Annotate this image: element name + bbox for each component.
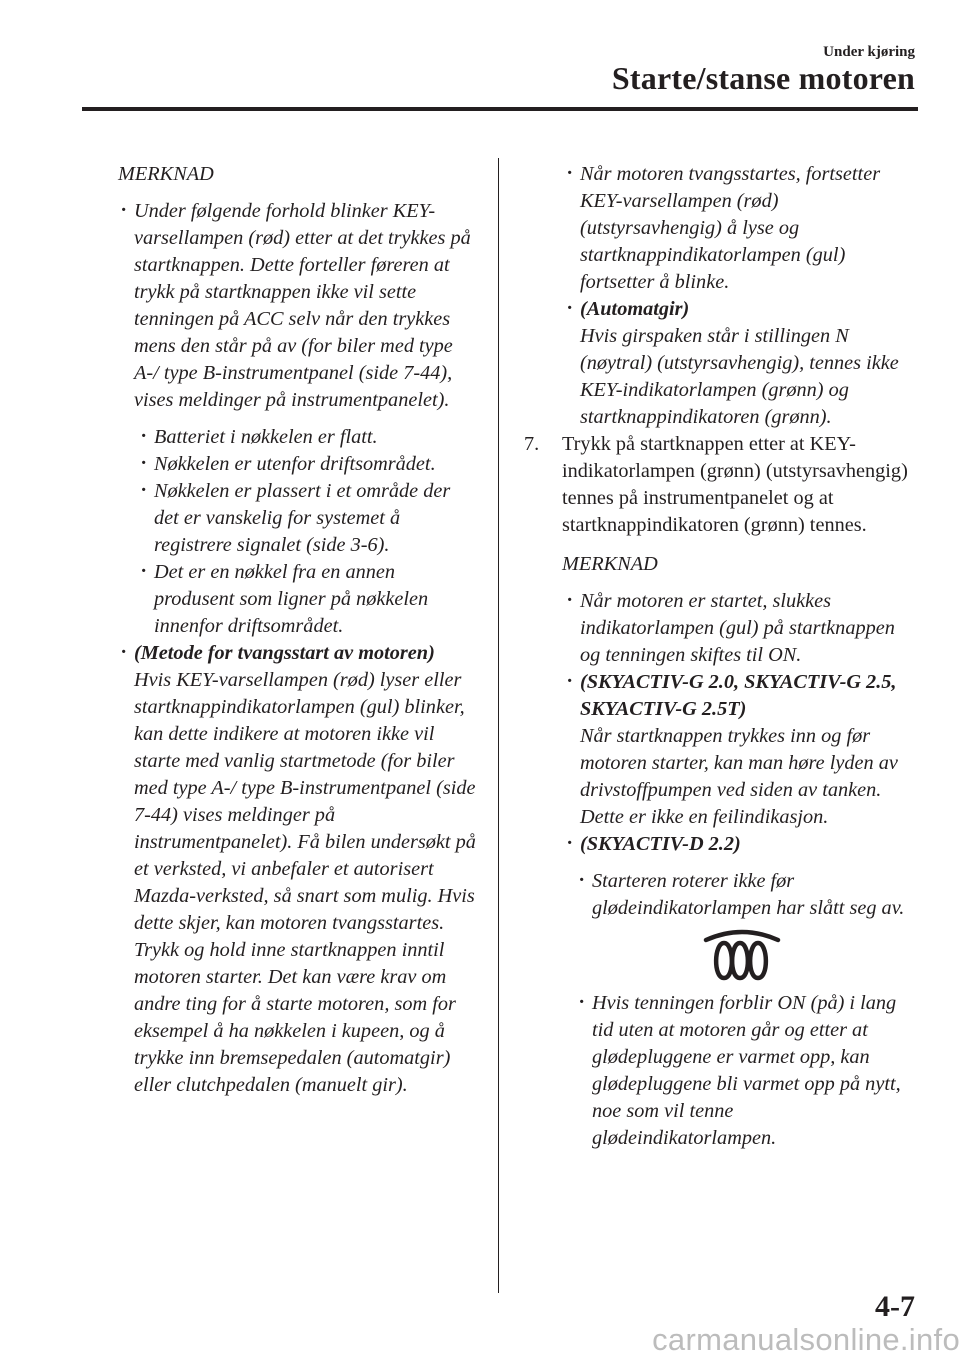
automatic-text: Hvis girspaken står i stillingen N (nøytral) (utstyrsavhengig), tennes ikke KEY-indikatorlampen (grønn) og startknappindikatoren (grønn). <box>580 325 899 428</box>
note-bullet-started: · Når motoren er startet, slukkes indikatorlampen (gul) på startknappen og tenningen skiftes til ON. <box>580 588 918 669</box>
column-divider <box>498 158 499 1293</box>
sub-bullet-signal: · Nøkkelen er plassert i et område der det er vanskelig for systemet å registrere signalet (side 3-6). <box>154 478 477 559</box>
step-number: 7. <box>524 433 540 455</box>
page-title: Starte/stanse motoren <box>611 60 915 96</box>
watermark: carmanualsonline.info <box>652 1322 960 1357</box>
step-7 <box>524 431 918 539</box>
forced-start-title: · (Metode for tvangsstart av motoren) <box>134 640 477 667</box>
glow-plug-icon <box>702 926 782 982</box>
skyactiv-g-text: Når startknappen trykkes inn og før motoren starter, kan man høre lyden av drivstoffpumpen ved siden av tanken. Dette er ikke en feilindikasjon. <box>580 725 898 828</box>
sub-bullet-out-of-range: · Nøkkelen er utenfor driftsområdet. <box>154 451 477 478</box>
step-text: Trykk på startknappen etter at KEY-indikatorlampen (grønn) (utstyrsavhengig) tennes på instrumentpanelet og at startknappindikatoren (grønn) tennes. <box>562 433 908 536</box>
right-column <box>518 161 918 1152</box>
sub-bullet-starter: · Starteren roterer ikke før glødeindikatorlampen har slått seg av. <box>592 868 918 922</box>
automatic-title: · (Automatgir) <box>580 296 918 323</box>
header-rule <box>82 107 918 111</box>
skyactiv-g-title: · (SKYACTIV-G 2.0, SKYACTIV-G 2.5, SKYACTIV-G 2.5T) <box>580 669 918 723</box>
note-title-2: MERKNAD <box>562 553 658 575</box>
section-heading: Under kjøring <box>823 44 915 60</box>
sub-bullet-ignition-on: · Hvis tenningen forblir ON (på) i lang tid uten at motoren går og etter at glødepluggene er varmet opp, kan glødepluggene bli varmet opp på nytt, noe som vil tenne glødeindikatorlampen. <box>592 990 918 1152</box>
sub-bullet-other-key: · Det er en nøkkel fra en annen produsent som ligner på nøkkelen innenfor driftsområdet. <box>154 559 477 640</box>
skyactiv-d-title: · (SKYACTIV-D 2.2) <box>580 831 918 858</box>
note-title: MERKNAD <box>118 163 214 185</box>
forced-start-continued: · Når motoren tvangsstartes, fortsetter KEY-varsellampen (rød) (utstyrsavhengig) å lyse og startknappindikatorlampen (gul) fortsetter å blinke. <box>580 161 918 296</box>
forced-start-text: Hvis KEY-varsellampen (rød) lyser eller startknappindikatorlampen (gul) blinker, kan dette indikere at motoren ikke vil starte med vanlig startmetode (for biler med type A-/ type B-instrumentpanel (side 7-44) vises meldinger på instrumentpanelet). Få bilen undersøkt på et verksted, vi anbefaler et autorisert Mazda-verksted, så snart som mulig. Hvis dette skjer, kan motoren tvangsstartes. Trykk og hold inne startknappen inntil motoren starter. Det kan være krav om andre ting for å starte motoren, som for eksempel å ha nøkkelen i kupeen, og å trykke inn bremsepedalen (automatgir) eller clutchpedalen (manuelt gir). <box>134 669 476 1096</box>
left-column <box>82 161 477 1099</box>
sub-bullet-battery: · Batteriet i nøkkelen er flatt. <box>154 424 477 451</box>
page-number: 4-7 <box>875 1290 915 1323</box>
note-bullet-key-warning: · Under følgende forhold blinker KEY-varsellampen (rød) etter at det trykkes på startknappen. Dette forteller føreren at trykk på startknappen ikke vil sette tenningen på ACC selv når den trykkes mens den står på av (for biler med type A-/ type B-instrumentpanel (side 7-44), vises meldinger på instrumentpanelet). <box>134 198 477 414</box>
